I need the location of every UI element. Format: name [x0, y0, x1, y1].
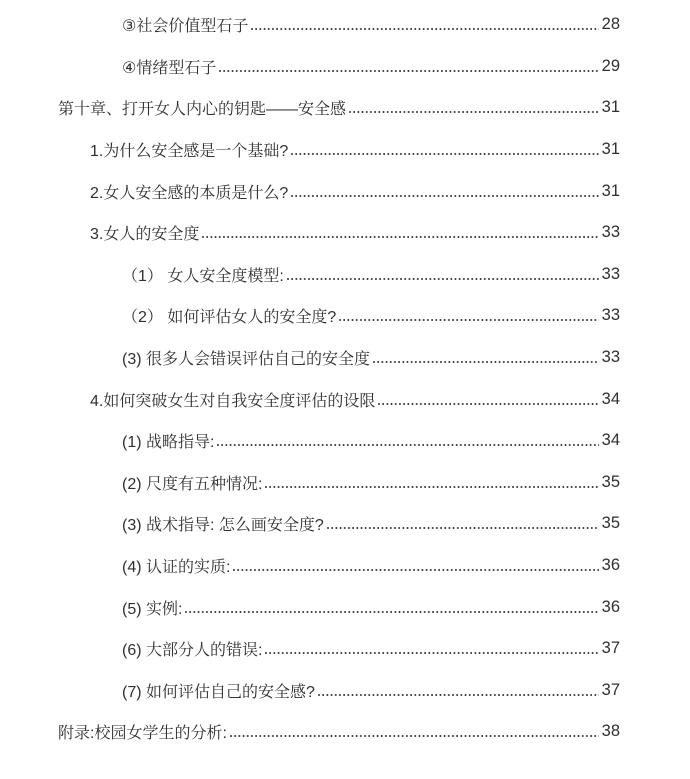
toc-entry-label: (4) 认证的实质:: [122, 559, 231, 577]
toc-page-number: 35: [601, 472, 620, 491]
toc-entry[interactable]: [122, 462, 620, 504]
toc-page-number: 34: [601, 431, 620, 450]
toc-page-number: 36: [601, 597, 620, 616]
toc-entry-label: (3) 战术指导: 怎么画安全度?: [122, 517, 324, 535]
toc-entry-label: (5) 实例:: [122, 600, 183, 618]
dot-leader: [291, 195, 598, 197]
toc-entry[interactable]: [58, 87, 620, 129]
toc-page-number: 34: [601, 389, 620, 408]
toc-entry-label: ③社会价值型石子: [122, 18, 249, 36]
dot-leader: [349, 111, 599, 113]
toc-page-number: 36: [601, 556, 620, 575]
dot-leader: [219, 70, 598, 72]
dot-leader: [287, 278, 599, 280]
toc-entry-label: 1.为什么安全感是一个基础?: [90, 143, 289, 161]
toc-entry[interactable]: [122, 295, 620, 337]
toc-entry[interactable]: [90, 129, 620, 171]
toc-entry-label: (7) 如何评估自己的安全感?: [122, 683, 315, 701]
toc-entry[interactable]: [122, 628, 620, 670]
dot-leader: [265, 486, 598, 488]
toc-entry-label: （1） 女人安全度模型:: [122, 267, 284, 285]
toc-entry-label: (6) 大部分人的错误:: [122, 642, 263, 660]
toc-entry-label: 4.如何突破女生对自我安全度评估的设限: [90, 392, 376, 410]
toc-entry-label: ④情绪型石子: [122, 59, 217, 77]
toc-page-number: 37: [601, 680, 620, 699]
dot-leader: [378, 403, 598, 405]
toc-entry[interactable]: [58, 711, 620, 753]
toc-page-number: 31: [601, 98, 620, 117]
toc-page-number: 35: [601, 514, 620, 533]
toc-entry-label: 2.女人安全感的本质是什么?: [90, 184, 289, 202]
toc-entry[interactable]: [90, 212, 620, 254]
toc-entry-label: （2） 如何评估女人的安全度?: [122, 309, 337, 327]
toc-entry-label: 3.女人的安全度: [90, 226, 200, 244]
toc-page-number: 33: [601, 264, 620, 283]
toc-page-number: 28: [601, 15, 620, 34]
dot-leader: [185, 611, 598, 613]
toc-entry[interactable]: [122, 503, 620, 545]
toc-entry-label: (3) 很多人会错误评估自己的安全度: [122, 351, 371, 369]
toc-entry-label: (2) 尺度有五种情况:: [122, 475, 263, 493]
toc-page-number: 38: [601, 722, 620, 741]
toc-entry[interactable]: [122, 4, 620, 46]
toc-entry[interactable]: [122, 254, 620, 296]
toc-page-number: 37: [601, 639, 620, 658]
dot-leader: [327, 527, 599, 529]
toc-page-number: 33: [601, 348, 620, 367]
toc-page-number: 31: [601, 181, 620, 200]
toc-page-number: 31: [601, 140, 620, 159]
toc-entry[interactable]: [90, 378, 620, 420]
dot-leader: [217, 444, 598, 446]
dot-leader: [265, 652, 598, 654]
dot-leader: [251, 28, 598, 30]
dot-leader: [339, 319, 598, 321]
toc-entry[interactable]: [122, 670, 620, 712]
dot-leader: [373, 361, 599, 363]
toc-entry[interactable]: [90, 170, 620, 212]
dot-leader: [202, 236, 598, 238]
toc-entry-label: 第十章、打开女人内心的钥匙——安全感: [58, 101, 347, 119]
toc-entry[interactable]: [122, 586, 620, 628]
toc-entry[interactable]: [122, 420, 620, 462]
toc-entry[interactable]: [122, 545, 620, 587]
toc-page-number: 33: [601, 223, 620, 242]
toc-page-number: 33: [601, 306, 620, 325]
toc-entry-label: 附录:校园女学生的分析:: [58, 725, 227, 743]
dot-leader: [318, 694, 599, 696]
toc-page-number: 29: [601, 56, 620, 75]
dot-leader: [230, 735, 599, 737]
dot-leader: [291, 153, 598, 155]
toc-entry[interactable]: [122, 46, 620, 88]
toc-entry-label: (1) 战略指导:: [122, 434, 215, 452]
dot-leader: [233, 569, 598, 571]
toc-entry[interactable]: [122, 337, 620, 379]
